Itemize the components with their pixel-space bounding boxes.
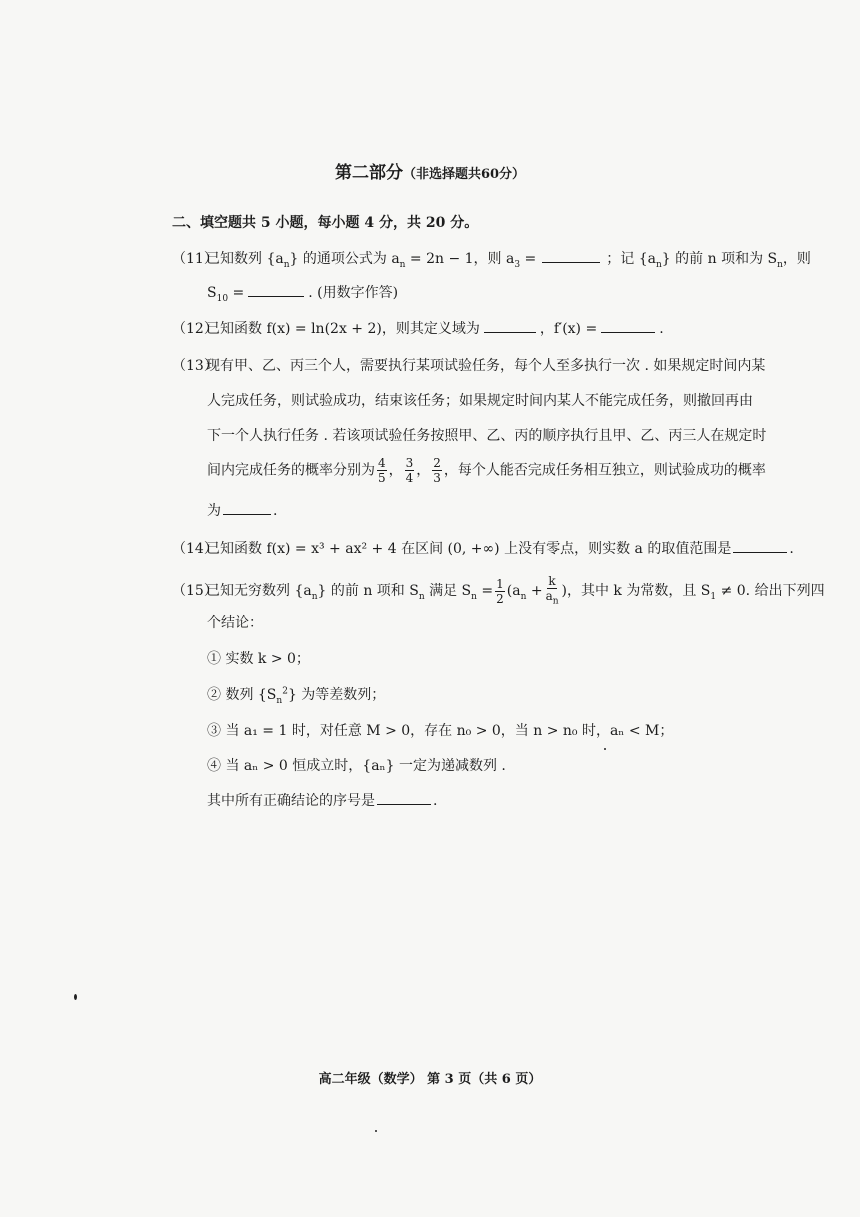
answer-blank[interactable] <box>601 320 655 333</box>
answer-blank[interactable] <box>542 250 600 263</box>
subscript: n <box>283 259 290 270</box>
subscript: n <box>520 591 527 602</box>
q11-text-f: } 的前 n 项和为 S <box>661 251 778 267</box>
scan-speck <box>375 1130 377 1132</box>
q14-text: 已知函数 f(x) = x³ + ax² + 4 在区间 (0, +∞) 上没有零点，则实数 a 的取值范围是 <box>206 541 732 557</box>
q15-final-text: 其中所有正确结论的序号是 <box>207 793 375 809</box>
subscript: n <box>276 695 283 706</box>
q12-text-b: ，f′(x) = <box>539 321 598 337</box>
section-heading: 二、填空题共 5 小题，每小题 4 分，共 20 分。 <box>172 215 479 231</box>
q11-text-a: 已知数列 {a <box>206 251 284 267</box>
fraction-denominator: 2 <box>496 591 504 606</box>
question-number: （14） <box>172 541 218 557</box>
scan-speck <box>604 748 606 750</box>
q13-line4-text-a: 间内完成任务的概率分别为 <box>207 462 375 479</box>
question-13-line5 <box>207 500 277 520</box>
q15-text-c: 满足 S <box>424 583 472 600</box>
part-subtitle: （非选择题共60分） <box>402 167 526 182</box>
question-13-line4: 间内完成任务的概率分别为 $\frac{4}{5}$ ， $\frac{3}{4}$ ， $\frac{2}{3}$ ，每个人能否完成任务相互独立，则试验成功的概率 <box>207 456 766 485</box>
fraction-numerator: 2 <box>433 456 441 470</box>
q11-text-e: ；记 {a <box>606 251 656 267</box>
question-13-line2: 人完成任务，则试验成功，结束该任务；如果规定时间内某人不能完成任务，则撤回再由 <box>207 393 753 409</box>
fraction-3-4 <box>405 456 415 485</box>
conclusion-3: ③ 当 a₁ = 1 时，对任意 M > 0，存在 n₀ > 0，当 n > n₀ 时，aₙ < M； <box>207 723 674 739</box>
question-12 <box>172 318 664 338</box>
conclusion-2-text-a: ② 数列 {S <box>207 687 277 703</box>
q12-text-c: . <box>659 321 664 337</box>
fraction-2-3 <box>432 456 442 485</box>
fraction-denominator <box>545 589 560 608</box>
question-number: （13） <box>172 358 218 374</box>
q15-text-f: + <box>526 583 543 600</box>
q11-text-b: } 的通项公式为 a <box>289 251 400 267</box>
question-14 <box>172 538 794 558</box>
q11-text-c: = 2n − 1，则 a <box>405 251 515 267</box>
conclusion-4: ④ 当 aₙ > 0 恒成立时，{aₙ} 一定为递减数列 . <box>207 758 506 774</box>
q15-text-a: 已知无穷数列 {a <box>206 583 312 600</box>
question-15-line1 <box>172 574 825 608</box>
q13-line1-text: 现有甲、乙、丙三个人，需要执行某项试验任务，每个人至多执行一次 . 如果规定时间内某 <box>206 358 766 374</box>
subscript: n <box>552 596 559 607</box>
answer-blank[interactable] <box>248 284 304 297</box>
q11-text-s: S <box>207 285 217 301</box>
q15-text-h: ≠ 0. 给出下列四 <box>716 583 825 600</box>
denominator-text: a <box>545 589 553 603</box>
subscript: n <box>399 259 406 270</box>
question-number: （12） <box>172 321 218 337</box>
q15-final-period: . <box>433 793 438 809</box>
fraction-denominator: 4 <box>405 471 414 485</box>
subscript: 3 <box>514 259 521 270</box>
q14-period: . <box>789 541 794 557</box>
answer-blank[interactable] <box>484 320 536 333</box>
subscript: n <box>311 591 318 602</box>
fraction-4-5 <box>377 456 387 485</box>
conclusion-2 <box>207 684 385 706</box>
answer-blank[interactable] <box>223 502 271 515</box>
q13-line5-text: 为 <box>207 503 221 519</box>
q11-text-g: ，则 <box>782 251 811 267</box>
question-number: （15） <box>172 583 218 600</box>
fraction-k-over-an <box>545 574 560 608</box>
question-13-line1 <box>172 355 765 375</box>
q15-text-e: (a <box>506 583 521 600</box>
q12-text-a: 已知函数 f(x) = ln(2x + 2)，则其定义域为 <box>206 321 480 337</box>
subscript: n <box>471 591 477 602</box>
answer-blank[interactable] <box>377 792 431 805</box>
subscript: 1 <box>710 591 717 602</box>
superscript: 2 <box>282 686 288 697</box>
q13-line4-text-b: ，每个人能否完成任务相互独立，则试验成功的概率 <box>443 462 766 479</box>
fraction-numerator: 4 <box>378 456 386 470</box>
q11-text-eq: = <box>228 285 245 301</box>
conclusion-2-text-b: } 为等差数列； <box>287 687 386 703</box>
fraction-denominator: 3 <box>433 471 441 485</box>
q15-text-d: = <box>476 583 494 600</box>
part-title-text: 第二部分 <box>334 163 403 183</box>
page-footer: 高二年级（数学） 第 3 页（共 6 页） <box>318 1072 542 1087</box>
answer-blank[interactable] <box>733 540 787 553</box>
fraction-numerator: 3 <box>405 456 414 470</box>
fraction-numerator: k <box>548 574 556 588</box>
q15-text-b: } 的前 n 项和 S <box>317 583 419 600</box>
subscript: n <box>418 591 425 602</box>
fraction-numerator: 1 <box>496 576 504 591</box>
fraction-denominator: 5 <box>378 471 386 485</box>
subscript: n <box>656 259 662 270</box>
q11-text-d: = <box>520 251 537 267</box>
question-15-final <box>207 790 437 810</box>
subscript: 10 <box>216 293 229 304</box>
question-number: （11） <box>172 251 218 267</box>
subscript: n <box>777 259 783 270</box>
question-11-line2 <box>207 282 398 304</box>
q13-line5-period: . <box>273 503 278 519</box>
scan-speck <box>74 994 77 1000</box>
part-title <box>0 158 860 183</box>
q15-text-g: )，其中 k 为常数，且 S <box>561 583 711 600</box>
question-15-line2: 个结论： <box>207 615 263 631</box>
q11-text-note: . (用数字作答) <box>308 285 399 301</box>
question-13-line3: 下一个人执行任务 . 若该项试验任务按照甲、乙、丙的顺序执行且甲、乙、丙三人在规定时 <box>207 428 767 444</box>
conclusion-1: ① 实数 k > 0； <box>207 651 310 667</box>
question-11-line1 <box>172 248 811 270</box>
fraction-one-half <box>495 577 505 606</box>
